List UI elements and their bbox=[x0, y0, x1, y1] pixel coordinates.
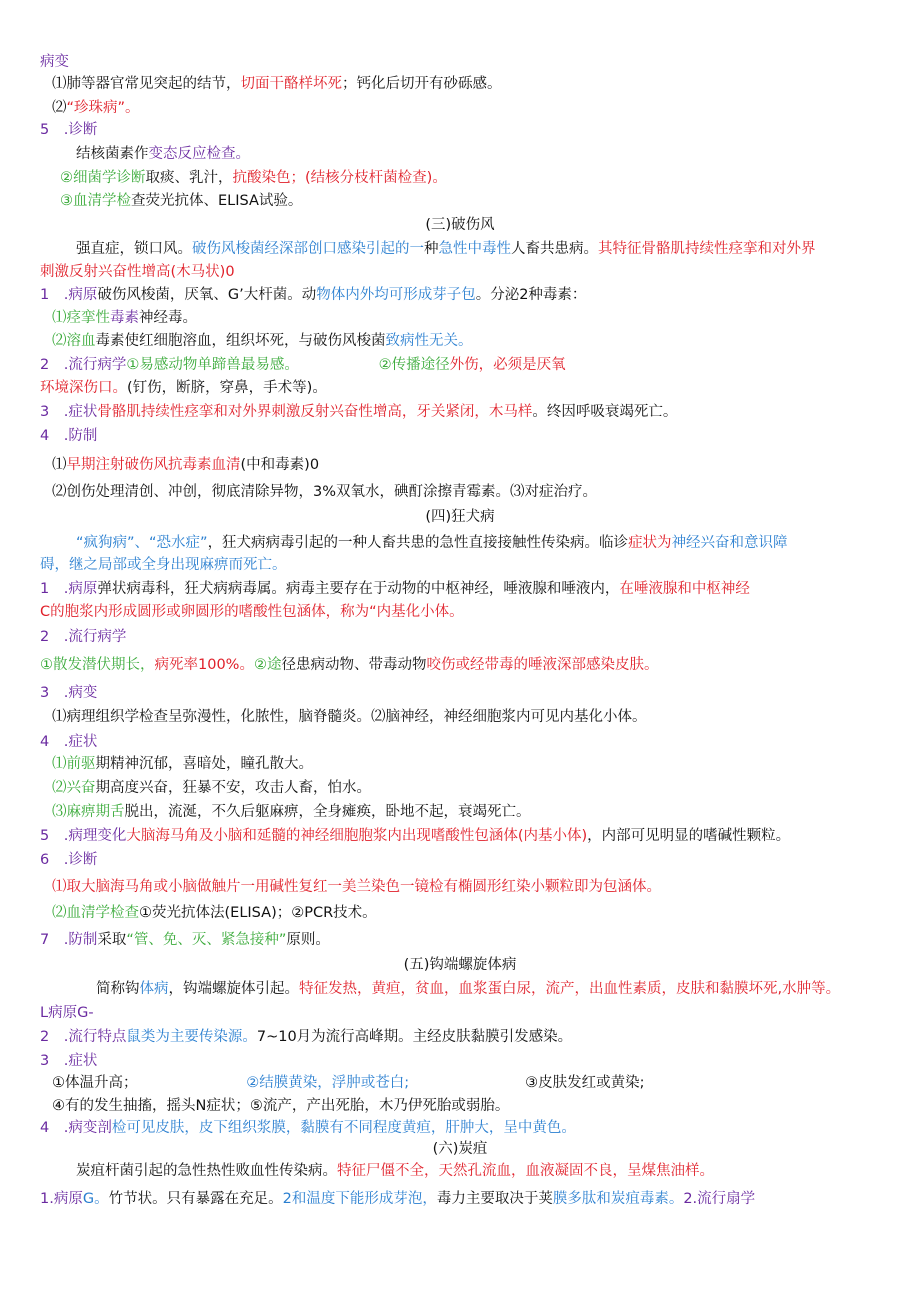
text-segment: 神经兴奋和意识障 bbox=[671, 535, 788, 551]
text-line bbox=[40, 1027, 572, 1047]
text-segment: 1.病原 bbox=[40, 1191, 83, 1207]
section-heading bbox=[0, 215, 920, 235]
text-segment: G。 bbox=[82, 1191, 109, 1207]
text-segment: 弹状病毒科，狂犬病病毒属。病毒主要存在于动物的中枢神经，唾液腺和唾液内， bbox=[97, 581, 620, 597]
text-segment: ，内部可见明显的嗜碱性颗粒。 bbox=[587, 828, 791, 844]
text-segment: 。分泌2种毒素： bbox=[475, 287, 587, 303]
text-line bbox=[40, 655, 658, 675]
text-segment: ⑴病理组织学检查呈弥漫性，化脓性，脑脊髓炎。⑵脑神经，神经细胞浆内可见内基化小体。 bbox=[52, 709, 647, 725]
text-segment: 1 .病原 bbox=[40, 581, 98, 597]
text-segment: ⑵血清学检查 bbox=[52, 905, 139, 921]
text-segment: 7 .防制 bbox=[40, 932, 98, 948]
text-segment: 1 .病原 bbox=[40, 287, 98, 303]
text-line bbox=[52, 778, 371, 798]
text-segment: ⑶麻痹期舌 bbox=[52, 804, 125, 820]
text-segment: 4 .症状 bbox=[40, 734, 98, 750]
text-segment: 径患病动物、带毒动物 bbox=[281, 657, 427, 673]
text-segment bbox=[292, 357, 379, 373]
text-line bbox=[52, 1073, 645, 1093]
text-segment: ③皮肤发红或黄染; bbox=[525, 1075, 645, 1091]
text-line bbox=[60, 191, 302, 211]
text-segment: 7~10月为流行高峰期。主经皮肤黏膜引发感染。 bbox=[256, 1029, 573, 1045]
text-segment: ②途 bbox=[253, 657, 282, 673]
text-line bbox=[52, 754, 313, 774]
text-segment: ⑵ bbox=[52, 100, 67, 116]
text-segment: ，钩端螺旋体引起。 bbox=[168, 981, 299, 997]
text-segment: 2和温度下能形成芽泡， bbox=[282, 1191, 437, 1207]
text-segment bbox=[409, 1075, 525, 1091]
text-segment: ②结膜黄染，浮肿或苍白; bbox=[246, 1075, 410, 1091]
text-segment: ④有的发生抽搐，摇头N症状；⑤流产，产出死胎，木乃伊死胎或弱胎。 bbox=[52, 1098, 510, 1114]
text-segment: ⑴ bbox=[52, 457, 67, 473]
text-segment: 特征尸僵不全，天然孔流血，血液凝固不良，呈煤焦油样。 bbox=[337, 1163, 714, 1179]
text-line bbox=[40, 378, 327, 398]
text-line bbox=[76, 533, 788, 553]
text-segment: 鼠类为主要传染源。 bbox=[126, 1029, 257, 1045]
text-line bbox=[76, 239, 816, 259]
text-line bbox=[40, 1003, 94, 1023]
text-segment: ；钙化后切开有砂砾感。 bbox=[342, 76, 502, 92]
text-segment bbox=[130, 1075, 246, 1091]
text-segment: 采取 bbox=[97, 932, 127, 948]
text-segment: 4 .病变剖 bbox=[40, 1120, 112, 1136]
text-segment: 致病性无关。 bbox=[385, 333, 473, 349]
text-line bbox=[76, 1161, 714, 1181]
text-line bbox=[40, 285, 586, 305]
text-segment: 症状为 bbox=[628, 535, 672, 551]
text-segment: (六)炭疽 bbox=[432, 1141, 488, 1157]
text-line bbox=[52, 331, 473, 351]
text-segment: 抗酸染色；(结核分枝杆菌检查)。 bbox=[232, 170, 447, 186]
text-segment: 取痰、乳汁， bbox=[145, 170, 233, 186]
text-line bbox=[40, 555, 287, 575]
text-segment: 毒素使红细胞溶血，组织坏死，与破伤风梭菌 bbox=[95, 333, 386, 349]
text-segment: 碍，继之局部或全身出现麻痹而死亡。 bbox=[40, 557, 287, 573]
text-segment: 特征发热，黄疸，贫血，血浆蛋白尿，流产，出血性素质，皮肤和黏膜坏死,水肿等。 bbox=[299, 981, 841, 997]
text-segment: 2 .流行病学 bbox=[40, 629, 127, 645]
text-segment: 6 .诊断 bbox=[40, 852, 98, 868]
text-segment: 急性中毒性 bbox=[438, 241, 511, 257]
text-line bbox=[52, 482, 597, 502]
text-segment: ⑴肺等器官常见突起的结节， bbox=[52, 76, 241, 92]
text-segment: 环境深伤口。 bbox=[40, 380, 127, 396]
text-segment: (五)钩端螺旋体病 bbox=[403, 957, 517, 973]
text-segment: 结核菌素作 bbox=[76, 146, 149, 162]
text-segment: 切面干酪样坏死 bbox=[240, 76, 342, 92]
text-segment: ①易感动物单蹄兽最易感。 bbox=[126, 357, 292, 373]
text-line bbox=[40, 1051, 97, 1071]
text-segment: 期高度兴奋，狂暴不安，攻击人畜，怕水。 bbox=[95, 780, 371, 796]
text-segment: ②传播途径 bbox=[378, 357, 450, 373]
text-segment: 物体内外均可形成芽子包 bbox=[316, 287, 476, 303]
text-segment: “疯狗病”、“恐水症” bbox=[76, 535, 208, 551]
text-segment: 原则。 bbox=[286, 932, 330, 948]
text-line bbox=[40, 52, 69, 72]
text-segment: 体病 bbox=[139, 981, 169, 997]
text-segment: ①散发潜伏期长， bbox=[40, 657, 155, 673]
text-segment: 3 .病变 bbox=[40, 685, 98, 701]
text-line bbox=[52, 903, 377, 923]
text-segment: ⑴痉挛性 bbox=[52, 310, 110, 326]
text-line bbox=[52, 74, 502, 94]
text-segment: 脱出，流涎，不久后躯麻痹，全身瘫痪，卧地不起，衰竭死亡。 bbox=[124, 804, 531, 820]
text-segment: 骨骼肌持续性痉挛和对外界刺激反射兴奋性增高，牙关紧闭，木马样 bbox=[97, 404, 533, 420]
text-segment: ②细菌学诊断 bbox=[60, 170, 146, 186]
text-segment: 在唾液腺和中枢神经 bbox=[619, 581, 750, 597]
text-line bbox=[52, 1096, 509, 1116]
text-segment: ，狂犬病病毒引起的一种人畜共患的急性直接接触性传染病。临诊 bbox=[207, 535, 629, 551]
text-segment: 变态反应检查。 bbox=[148, 146, 250, 162]
text-line bbox=[40, 355, 566, 375]
text-segment: 刺激反射兴奋性增高(木马状)0 bbox=[40, 264, 235, 280]
text-segment: 毒素 bbox=[110, 310, 139, 326]
text-segment: ⑴取大脑海马角或小脑做触片一用碱性复红一美兰染色一镜检有椭圆形红染小颗粒即为包涵体。 bbox=[52, 879, 661, 895]
text-segment: ⑵兴奋 bbox=[52, 780, 96, 796]
text-line bbox=[40, 627, 126, 647]
text-segment: 病死率100%。 bbox=[154, 657, 254, 673]
text-line bbox=[40, 826, 790, 846]
text-segment: (四)狂犬病 bbox=[425, 509, 495, 525]
text-segment: 强直症，锁口风。 bbox=[76, 241, 192, 257]
text-line bbox=[40, 850, 97, 870]
text-segment: 毒力主要取决于荚 bbox=[436, 1191, 553, 1207]
text-segment: 咬伤或经带毒的唾液深部感染皮肤。 bbox=[426, 657, 659, 673]
text-segment: 人畜共患病。 bbox=[511, 241, 598, 257]
text-line bbox=[40, 683, 97, 703]
text-line bbox=[52, 877, 661, 897]
text-segment: 检可见皮肤，皮下组织浆膜，黏膜有不同程度黄疸，肝肿大，呈中黄色。 bbox=[111, 1120, 576, 1136]
section-heading bbox=[0, 507, 920, 527]
text-line bbox=[40, 1189, 755, 1209]
text-segment: 4 .防制 bbox=[40, 428, 98, 444]
text-line bbox=[52, 455, 319, 475]
text-line bbox=[40, 732, 97, 752]
text-segment: 膜多肽和炭疽毒素。 bbox=[552, 1191, 684, 1207]
text-segment: 5 .病理变化 bbox=[40, 828, 127, 844]
text-line bbox=[52, 802, 531, 822]
text-line bbox=[40, 120, 97, 140]
text-line bbox=[40, 602, 464, 622]
text-segment: 3 .症状 bbox=[40, 404, 98, 420]
text-segment: (钉伤，断脐，穿鼻，手术等)。 bbox=[127, 380, 327, 396]
text-segment: 竹节状。只有暴露在充足。 bbox=[108, 1191, 283, 1207]
text-line bbox=[40, 262, 235, 282]
text-segment: 期精神沉郁，喜暗处，瞳孔散大。 bbox=[95, 756, 313, 772]
text-line bbox=[52, 707, 647, 727]
text-segment: C的胞浆内形成圆形或卵圆形的嗜酸性包涵体，称为“内基化小体。 bbox=[40, 604, 464, 620]
text-segment: 3 .症状 bbox=[40, 1053, 98, 1069]
text-segment: ⑴前驱 bbox=[52, 756, 96, 772]
text-segment: 早期注射破伤风抗毒素血清 bbox=[66, 457, 241, 473]
text-segment: ⑵创伤处理清创、冲创，彻底清除异物，3%双氧水，碘酊涂擦青霉素。⑶对症治疗。 bbox=[52, 484, 597, 500]
text-line bbox=[40, 426, 97, 446]
section-heading bbox=[0, 955, 920, 975]
text-segment: 大脑海马角及小脑和延髓的神经细胞胞浆内出现嗜酸性包涵体(内基小体) bbox=[126, 828, 588, 844]
text-segment: ⑵溶血 bbox=[52, 333, 96, 349]
text-segment: “管、免、灭、紧急接种” bbox=[126, 932, 287, 948]
text-segment: 破伤风梭菌经深部创口感染引起的一 bbox=[192, 241, 424, 257]
text-segment: ①体温升高； bbox=[52, 1075, 131, 1091]
text-segment: 2 .流行病学 bbox=[40, 357, 127, 373]
text-line bbox=[96, 979, 840, 999]
text-segment: 破伤风梭菌，厌氧、G’大杆菌。动 bbox=[97, 287, 317, 303]
text-segment: L病原G- bbox=[40, 1005, 94, 1021]
text-segment: 炭疽杆菌引起的急性热性败血性传染病。 bbox=[76, 1163, 337, 1179]
text-segment: 其特征骨骼肌持续性痉挛和对外界 bbox=[598, 241, 816, 257]
text-line bbox=[40, 930, 330, 950]
text-segment: 外伤，必须是厌氧 bbox=[449, 357, 566, 373]
text-line bbox=[40, 579, 750, 599]
text-segment: 2.流行扇学 bbox=[683, 1191, 756, 1207]
text-line bbox=[40, 1118, 576, 1138]
text-segment: 。终因呼吸衰竭死亡。 bbox=[532, 404, 678, 420]
text-segment: (中和毒素)0 bbox=[240, 457, 320, 473]
text-segment: 种 bbox=[424, 241, 439, 257]
text-segment: 查荧光抗体、ELISA试验。 bbox=[131, 193, 303, 209]
text-segment: 2 .流行特点 bbox=[40, 1029, 127, 1045]
text-segment: ①荧光抗体法(ELISA)；②PCR技术。 bbox=[139, 905, 377, 921]
text-line bbox=[40, 402, 677, 422]
text-segment: ③血清学检 bbox=[60, 193, 131, 209]
text-segment: 简称钩 bbox=[96, 981, 140, 997]
text-line bbox=[76, 144, 250, 164]
text-line bbox=[52, 98, 140, 118]
text-line bbox=[60, 168, 447, 188]
text-segment: 神经毒。 bbox=[139, 310, 197, 326]
text-segment: (三)破伤风 bbox=[425, 217, 495, 233]
text-segment: “珍珠病”。 bbox=[66, 100, 140, 116]
section-heading bbox=[0, 1139, 920, 1159]
text-line bbox=[52, 308, 197, 328]
text-segment: 病变 bbox=[40, 54, 69, 70]
text-segment: 5 .诊断 bbox=[40, 122, 98, 138]
